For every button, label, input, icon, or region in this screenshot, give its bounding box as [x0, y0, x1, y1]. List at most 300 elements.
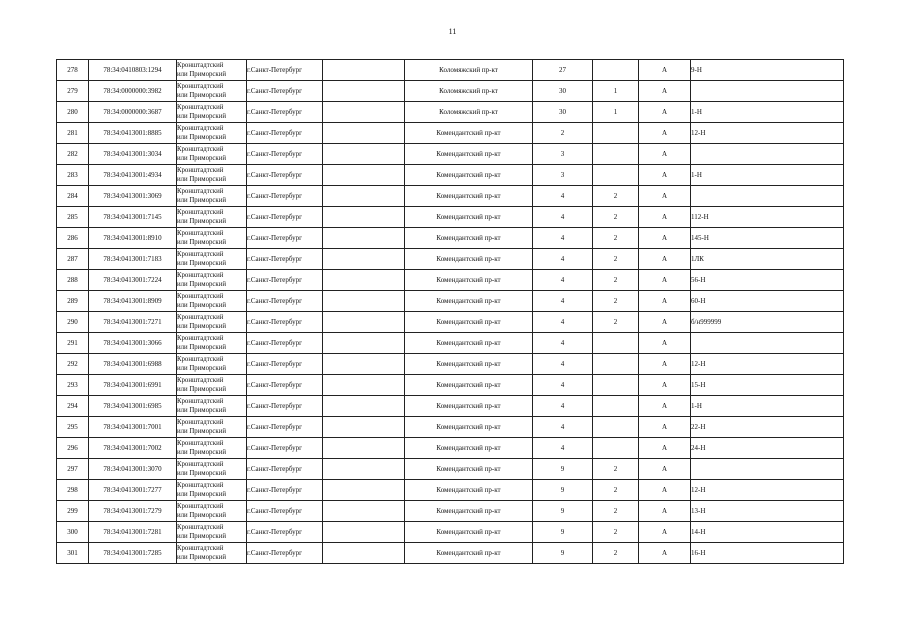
empty-cell [323, 270, 405, 291]
table-row [57, 186, 844, 207]
table-row [57, 459, 844, 480]
cadastral-number-cell: 78:34:0413001:7281 [89, 522, 177, 543]
house-number-cell: 4 [533, 354, 593, 375]
empty-cell [323, 291, 405, 312]
letter-cell: А [639, 123, 691, 144]
city-cell: г.Санкт-Петербург [247, 396, 323, 417]
street-cell: Комендантский пр-кт [405, 522, 533, 543]
cadastral-number-cell: 78:34:0413001:7145 [89, 207, 177, 228]
city-cell: г.Санкт-Петербург [247, 144, 323, 165]
city-cell: г.Санкт-Петербург [247, 417, 323, 438]
premises-number-cell: 12-Н [691, 354, 844, 375]
building-number-cell: 2 [593, 228, 639, 249]
table-row [57, 354, 844, 375]
district-line-2: или Приморский [177, 554, 227, 561]
row-number-cell: 282 [57, 144, 89, 165]
house-number-cell: 30 [533, 102, 593, 123]
building-number-cell [593, 333, 639, 354]
row-number-cell: 289 [57, 291, 89, 312]
building-number-cell: 2 [593, 207, 639, 228]
district-line-1: Кронштадтский [177, 146, 224, 153]
house-number-cell: 3 [533, 165, 593, 186]
city-cell: г.Санкт-Петербург [247, 480, 323, 501]
letter-cell: А [639, 60, 691, 81]
city-cell: г.Санкт-Петербург [247, 123, 323, 144]
district-cell [177, 102, 247, 123]
letter-cell: А [639, 417, 691, 438]
building-number-cell: 2 [593, 501, 639, 522]
letter-cell: А [639, 102, 691, 123]
table-row [57, 60, 844, 81]
district-line-2: или Приморский [177, 92, 227, 99]
district-cell [177, 270, 247, 291]
cadastral-number-cell: 78:34:0413001:7279 [89, 501, 177, 522]
letter-cell: А [639, 354, 691, 375]
district-cell [177, 480, 247, 501]
row-number-cell: 301 [57, 543, 89, 564]
empty-cell [323, 375, 405, 396]
premises-number-cell: 112-Н [691, 207, 844, 228]
table-row [57, 144, 844, 165]
table-row [57, 417, 844, 438]
house-number-cell: 30 [533, 81, 593, 102]
district-line-2: или Приморский [177, 323, 227, 330]
table-row [57, 291, 844, 312]
street-cell: Комендантский пр-кт [405, 312, 533, 333]
city-cell: г.Санкт-Петербург [247, 522, 323, 543]
district-line-1: Кронштадтский [177, 524, 224, 531]
city-cell: г.Санкт-Петербург [247, 165, 323, 186]
district-cell [177, 459, 247, 480]
empty-cell [323, 60, 405, 81]
district-line-2: или Приморский [177, 239, 227, 246]
district-cell [177, 375, 247, 396]
city-cell: г.Санкт-Петербург [247, 186, 323, 207]
cadastral-number-cell: 78:34:0410803:1294 [89, 60, 177, 81]
district-cell [177, 249, 247, 270]
premises-number-cell: 12-Н [691, 480, 844, 501]
district-line-1: Кронштадтский [177, 461, 224, 468]
district-line-1: Кронштадтский [177, 83, 224, 90]
empty-cell [323, 102, 405, 123]
district-line-2: или Приморский [177, 407, 227, 414]
empty-cell [323, 312, 405, 333]
cadastral-number-cell: 78:34:0413001:8885 [89, 123, 177, 144]
premises-number-cell: 16-Н [691, 543, 844, 564]
district-cell [177, 81, 247, 102]
house-number-cell: 4 [533, 333, 593, 354]
table-row [57, 312, 844, 333]
district-cell [177, 333, 247, 354]
house-number-cell: 2 [533, 123, 593, 144]
district-line-2: или Приморский [177, 218, 227, 225]
city-cell: г.Санкт-Петербург [247, 333, 323, 354]
table-row [57, 81, 844, 102]
row-number-cell: 285 [57, 207, 89, 228]
row-number-cell: 279 [57, 81, 89, 102]
premises-number-cell: 60-Н [691, 291, 844, 312]
building-number-cell [593, 144, 639, 165]
building-number-cell [593, 123, 639, 144]
street-cell: Коломяжский пр-кт [405, 81, 533, 102]
premises-number-cell: 12-Н [691, 123, 844, 144]
premises-number-cell: 1-Н [691, 165, 844, 186]
row-number-cell: 284 [57, 186, 89, 207]
district-line-1: Кронштадтский [177, 440, 224, 447]
premises-number-cell: 1ЛК [691, 249, 844, 270]
street-cell: Комендантский пр-кт [405, 438, 533, 459]
premises-number-cell [691, 459, 844, 480]
street-cell: Комендантский пр-кт [405, 480, 533, 501]
district-line-1: Кронштадтский [177, 167, 224, 174]
house-number-cell: 4 [533, 270, 593, 291]
house-number-cell: 9 [533, 522, 593, 543]
city-cell: г.Санкт-Петербург [247, 60, 323, 81]
row-number-cell: 292 [57, 354, 89, 375]
district-line-2: или Приморский [177, 428, 227, 435]
district-line-2: или Приморский [177, 365, 227, 372]
cadastral-number-cell: 78:34:0413001:7002 [89, 438, 177, 459]
district-line-1: Кронштадтский [177, 503, 224, 510]
row-number-cell: 278 [57, 60, 89, 81]
district-cell [177, 501, 247, 522]
premises-number-cell: 15-Н [691, 375, 844, 396]
district-line-2: или Приморский [177, 302, 227, 309]
district-line-1: Кронштадтский [177, 272, 224, 279]
letter-cell: А [639, 396, 691, 417]
district-cell [177, 354, 247, 375]
table-row [57, 438, 844, 459]
row-number-cell: 281 [57, 123, 89, 144]
building-number-cell [593, 417, 639, 438]
letter-cell: А [639, 375, 691, 396]
row-number-cell: 295 [57, 417, 89, 438]
empty-cell [323, 522, 405, 543]
street-cell: Комендантский пр-кт [405, 417, 533, 438]
city-cell: г.Санкт-Петербург [247, 291, 323, 312]
street-cell: Комендантский пр-кт [405, 291, 533, 312]
letter-cell: А [639, 480, 691, 501]
street-cell: Комендантский пр-кт [405, 543, 533, 564]
building-number-cell: 2 [593, 459, 639, 480]
building-number-cell [593, 354, 639, 375]
premises-number-cell [691, 333, 844, 354]
district-line-2: или Приморский [177, 71, 227, 78]
building-number-cell [593, 165, 639, 186]
row-number-cell: 297 [57, 459, 89, 480]
empty-cell [323, 480, 405, 501]
letter-cell: А [639, 186, 691, 207]
letter-cell: А [639, 459, 691, 480]
building-number-cell: 1 [593, 81, 639, 102]
table-row [57, 501, 844, 522]
district-line-1: Кронштадтский [177, 335, 224, 342]
table-row [57, 165, 844, 186]
empty-cell [323, 333, 405, 354]
house-number-cell: 27 [533, 60, 593, 81]
row-number-cell: 290 [57, 312, 89, 333]
district-cell [177, 165, 247, 186]
street-cell: Комендантский пр-кт [405, 354, 533, 375]
table-row [57, 228, 844, 249]
house-number-cell: 4 [533, 396, 593, 417]
table-row [57, 480, 844, 501]
cadastral-number-cell: 78:34:0413001:3034 [89, 144, 177, 165]
letter-cell: А [639, 522, 691, 543]
table-row [57, 522, 844, 543]
street-cell: Комендантский пр-кт [405, 333, 533, 354]
row-number-cell: 283 [57, 165, 89, 186]
empty-cell [323, 543, 405, 564]
letter-cell: А [639, 501, 691, 522]
district-cell [177, 291, 247, 312]
cadastral-number-cell: 78:34:0413001:7277 [89, 480, 177, 501]
table-row [57, 375, 844, 396]
cadastral-number-cell: 78:34:0413001:8909 [89, 291, 177, 312]
district-line-1: Кронштадтский [177, 545, 224, 552]
house-number-cell: 9 [533, 543, 593, 564]
premises-number-cell [691, 81, 844, 102]
row-number-cell: 300 [57, 522, 89, 543]
city-cell: г.Санкт-Петербург [247, 270, 323, 291]
cadastral-number-cell: 78:34:0000000:3687 [89, 102, 177, 123]
district-cell [177, 228, 247, 249]
street-cell: Комендантский пр-кт [405, 249, 533, 270]
building-number-cell [593, 396, 639, 417]
street-cell: Коломяжский пр-кт [405, 60, 533, 81]
city-cell: г.Санкт-Петербург [247, 543, 323, 564]
premises-number-cell: б/н999999 [691, 312, 844, 333]
row-number-cell: 299 [57, 501, 89, 522]
street-cell: Комендантский пр-кт [405, 270, 533, 291]
premises-number-cell: 9-Н [691, 60, 844, 81]
building-number-cell: 2 [593, 543, 639, 564]
district-cell [177, 144, 247, 165]
district-cell [177, 207, 247, 228]
district-line-2: или Приморский [177, 197, 227, 204]
premises-number-cell: 1-Н [691, 102, 844, 123]
empty-cell [323, 438, 405, 459]
district-cell [177, 522, 247, 543]
city-cell: г.Санкт-Петербург [247, 102, 323, 123]
street-cell: Комендантский пр-кт [405, 375, 533, 396]
street-cell: Коломяжский пр-кт [405, 102, 533, 123]
table-row [57, 396, 844, 417]
building-number-cell: 2 [593, 480, 639, 501]
city-cell: г.Санкт-Петербург [247, 375, 323, 396]
city-cell: г.Санкт-Петербург [247, 228, 323, 249]
house-number-cell: 4 [533, 249, 593, 270]
table-row [57, 270, 844, 291]
cadastral-number-cell: 78:34:0413001:4934 [89, 165, 177, 186]
building-number-cell [593, 375, 639, 396]
cadastral-number-cell: 78:34:0413001:7285 [89, 543, 177, 564]
cadastral-number-cell: 78:34:0413001:3069 [89, 186, 177, 207]
cadastral-number-cell: 78:34:0413001:6991 [89, 375, 177, 396]
premises-number-cell: 13-Н [691, 501, 844, 522]
row-number-cell: 286 [57, 228, 89, 249]
house-number-cell: 9 [533, 501, 593, 522]
row-number-cell: 298 [57, 480, 89, 501]
empty-cell [323, 396, 405, 417]
house-number-cell: 9 [533, 459, 593, 480]
district-line-2: или Приморский [177, 533, 227, 540]
empty-cell [323, 249, 405, 270]
cadastral-number-cell: 78:34:0413001:6985 [89, 396, 177, 417]
city-cell: г.Санкт-Петербург [247, 207, 323, 228]
building-number-cell: 2 [593, 312, 639, 333]
district-line-2: или Приморский [177, 134, 227, 141]
empty-cell [323, 459, 405, 480]
registry-body [57, 60, 844, 564]
city-cell: г.Санкт-Петербург [247, 81, 323, 102]
page-number: 11 [448, 27, 457, 36]
district-cell [177, 123, 247, 144]
table-row [57, 102, 844, 123]
house-number-cell: 3 [533, 144, 593, 165]
row-number-cell: 280 [57, 102, 89, 123]
building-number-cell: 2 [593, 186, 639, 207]
district-line-2: или Приморский [177, 386, 227, 393]
street-cell: Комендантский пр-кт [405, 207, 533, 228]
district-line-2: или Приморский [177, 113, 227, 120]
row-number-cell: 291 [57, 333, 89, 354]
table-row [57, 123, 844, 144]
district-line-2: или Приморский [177, 344, 227, 351]
row-number-cell: 294 [57, 396, 89, 417]
premises-number-cell: 22-Н [691, 417, 844, 438]
building-number-cell [593, 438, 639, 459]
building-number-cell: 2 [593, 291, 639, 312]
letter-cell: А [639, 270, 691, 291]
cadastral-number-cell: 78:34:0413001:6988 [89, 354, 177, 375]
cadastral-number-cell: 78:34:0000000:3982 [89, 81, 177, 102]
district-line-1: Кронштадтский [177, 125, 224, 132]
premises-number-cell: 1-Н [691, 396, 844, 417]
table-row [57, 207, 844, 228]
district-cell [177, 312, 247, 333]
table-row [57, 249, 844, 270]
house-number-cell: 4 [533, 438, 593, 459]
district-line-1: Кронштадтский [177, 230, 224, 237]
district-line-1: Кронштадтский [177, 251, 224, 258]
district-cell [177, 60, 247, 81]
house-number-cell: 4 [533, 186, 593, 207]
district-line-1: Кронштадтский [177, 104, 224, 111]
street-cell: Комендантский пр-кт [405, 186, 533, 207]
street-cell: Комендантский пр-кт [405, 144, 533, 165]
street-cell: Комендантский пр-кт [405, 228, 533, 249]
empty-cell [323, 123, 405, 144]
table-row [57, 333, 844, 354]
building-number-cell: 2 [593, 522, 639, 543]
premises-number-cell [691, 144, 844, 165]
empty-cell [323, 354, 405, 375]
cadastral-number-cell: 78:34:0413001:7271 [89, 312, 177, 333]
letter-cell: А [639, 543, 691, 564]
letter-cell: А [639, 291, 691, 312]
district-line-2: или Приморский [177, 176, 227, 183]
cadastral-number-cell: 78:34:0413001:7183 [89, 249, 177, 270]
building-number-cell [593, 60, 639, 81]
street-cell: Комендантский пр-кт [405, 123, 533, 144]
house-number-cell: 4 [533, 228, 593, 249]
district-line-1: Кронштадтский [177, 356, 224, 363]
row-number-cell: 296 [57, 438, 89, 459]
street-cell: Комендантский пр-кт [405, 501, 533, 522]
building-number-cell: 2 [593, 249, 639, 270]
table-row [57, 543, 844, 564]
district-cell [177, 186, 247, 207]
premises-number-cell: 145-Н [691, 228, 844, 249]
building-number-cell: 1 [593, 102, 639, 123]
district-line-1: Кронштадтский [177, 209, 224, 216]
street-cell: Комендантский пр-кт [405, 396, 533, 417]
district-line-2: или Приморский [177, 281, 227, 288]
district-line-1: Кронштадтский [177, 398, 224, 405]
row-number-cell: 288 [57, 270, 89, 291]
city-cell: г.Санкт-Петербург [247, 501, 323, 522]
district-line-1: Кронштадтский [177, 188, 224, 195]
letter-cell: А [639, 333, 691, 354]
district-line-2: или Приморский [177, 155, 227, 162]
property-registry-table [56, 59, 844, 564]
empty-cell [323, 417, 405, 438]
house-number-cell: 4 [533, 291, 593, 312]
letter-cell: А [639, 249, 691, 270]
district-line-1: Кронштадтский [177, 62, 224, 69]
house-number-cell: 4 [533, 375, 593, 396]
building-number-cell: 2 [593, 270, 639, 291]
house-number-cell: 4 [533, 417, 593, 438]
empty-cell [323, 228, 405, 249]
row-number-cell: 293 [57, 375, 89, 396]
letter-cell: А [639, 81, 691, 102]
district-cell [177, 438, 247, 459]
letter-cell: А [639, 165, 691, 186]
district-line-2: или Приморский [177, 470, 227, 477]
letter-cell: А [639, 207, 691, 228]
street-cell: Комендантский пр-кт [405, 165, 533, 186]
cadastral-number-cell: 78:34:0413001:7001 [89, 417, 177, 438]
empty-cell [323, 144, 405, 165]
district-cell [177, 396, 247, 417]
cadastral-number-cell: 78:34:0413001:7224 [89, 270, 177, 291]
city-cell: г.Санкт-Петербург [247, 459, 323, 480]
letter-cell: А [639, 438, 691, 459]
district-line-2: или Приморский [177, 260, 227, 267]
cadastral-number-cell: 78:34:0413001:3070 [89, 459, 177, 480]
district-line-2: или Приморский [177, 491, 227, 498]
empty-cell [323, 165, 405, 186]
house-number-cell: 4 [533, 207, 593, 228]
district-line-2: или Приморский [177, 449, 227, 456]
district-line-2: или Приморский [177, 512, 227, 519]
premises-number-cell: 14-Н [691, 522, 844, 543]
empty-cell [323, 81, 405, 102]
letter-cell: А [639, 228, 691, 249]
empty-cell [323, 501, 405, 522]
district-line-1: Кронштадтский [177, 314, 224, 321]
premises-number-cell: 56-Н [691, 270, 844, 291]
street-cell: Комендантский пр-кт [405, 459, 533, 480]
premises-number-cell: 24-Н [691, 438, 844, 459]
district-line-1: Кронштадтский [177, 482, 224, 489]
letter-cell: А [639, 312, 691, 333]
district-line-1: Кронштадтский [177, 377, 224, 384]
empty-cell [323, 207, 405, 228]
empty-cell [323, 186, 405, 207]
